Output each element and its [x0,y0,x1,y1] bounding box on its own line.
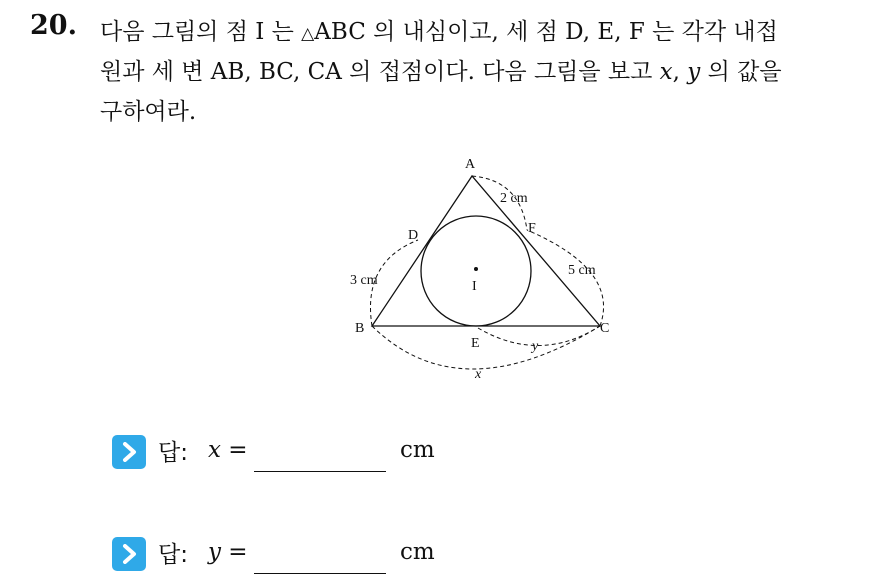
question-text-line-1 [100,13,778,46]
answer-blank-y[interactable] [254,573,386,574]
label-d: D [408,228,419,243]
chevron-right-icon [112,435,146,469]
arc-cf [527,230,604,326]
answer-blank-x[interactable] [254,471,386,472]
question-text-segment: 원과 세 변 AB, BC, CA 의 접점이다. 다음 그림을 보고 [100,59,660,85]
incenter-dot [474,267,478,271]
question-text-segment: 다음 그림의 점 I 는 [100,19,302,45]
length-af: 2 cm [500,191,528,206]
label-a: A [465,157,476,172]
answer-variable-y: y = [208,539,248,565]
answer-unit: cm [400,437,435,463]
label-f: F [528,221,536,236]
question-text-line-3: 구하여라. [100,99,197,125]
answer-variable-x: x = [208,437,248,463]
label-i: I [472,279,477,294]
comma: , [672,59,688,85]
label-e: E [471,336,480,351]
triangle-symbol: △ [301,24,315,44]
answer-label: 답: [158,440,188,466]
triangle-abc [372,176,600,326]
variable-x: x [659,59,673,85]
length-bc: x [475,367,482,382]
question-text-segment: ABC 의 내심이고, 세 점 D, E, F 는 각각 내접 [314,19,778,45]
arc-ec [478,326,600,346]
variable-y: y [687,59,701,85]
length-ec: y [532,339,539,354]
chevron-right-icon [112,537,146,571]
question-text-segment: 의 값을 [700,59,782,85]
label-c: C [600,321,610,336]
incircle-triangle-figure [330,150,630,385]
length-bd: 3 cm [350,273,378,288]
question-number: 20. [30,10,77,41]
answer-label: 답: [158,542,188,568]
arc-bd [370,240,418,326]
length-cf: 5 cm [568,263,596,278]
question-text-line-2 [100,53,782,86]
answer-unit: cm [400,539,435,565]
label-b: B [355,321,365,336]
